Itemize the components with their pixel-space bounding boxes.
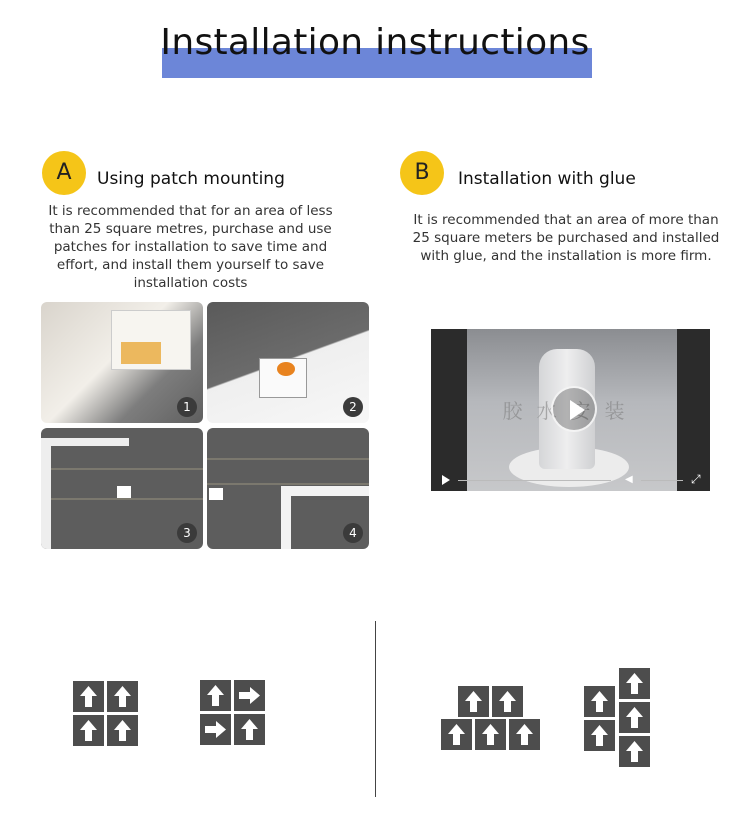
arrow-up-icon: [200, 680, 231, 711]
arrow-up-icon: [441, 719, 472, 750]
step-4-photo: [207, 428, 369, 549]
play-icon[interactable]: [442, 475, 450, 485]
arrow-right-icon: [200, 714, 231, 745]
section-a-title: Using patch mounting: [97, 169, 285, 189]
pattern-tile: [584, 686, 615, 717]
section-b-description: It is recommended that an area of more than 25 square meters be purchased and installed with glue, and the installation is more firm.: [412, 212, 720, 264]
pattern-tile: [234, 680, 265, 711]
volume-slider[interactable]: [641, 480, 683, 481]
step-number: 2: [343, 397, 363, 417]
arrow-up-icon: [73, 715, 104, 746]
arrow-up-icon: [107, 681, 138, 712]
volume-icon[interactable]: ◀: [625, 474, 633, 485]
patch-label: [121, 342, 161, 364]
arrow-up-icon: [73, 681, 104, 712]
arrow-up-icon: [584, 686, 615, 717]
pattern-tile: [458, 686, 489, 717]
arrow-up-icon: [509, 719, 540, 750]
arrow-up-icon: [234, 714, 265, 745]
pattern-tile: [584, 720, 615, 751]
arrow-right-icon: [234, 680, 265, 711]
section-b-title: Installation with glue: [458, 169, 636, 189]
pattern-tile: [200, 680, 231, 711]
pattern-tile: [492, 686, 523, 717]
arrow-up-icon: [619, 668, 650, 699]
pattern-tile: [107, 681, 138, 712]
video-seek-bar[interactable]: [458, 480, 611, 481]
step-2-photo: [207, 302, 369, 423]
pattern-tile: [509, 719, 540, 750]
patch-logo: [277, 362, 295, 376]
arrow-up-icon: [619, 702, 650, 733]
pattern-tile: [73, 715, 104, 746]
patch-sticker: [117, 486, 131, 498]
pattern-divider: [375, 621, 376, 797]
pattern-tile: [441, 719, 472, 750]
pattern-tile: [200, 714, 231, 745]
play-icon[interactable]: [551, 386, 597, 432]
pattern-tile: [107, 715, 138, 746]
patch-sticker: [209, 488, 223, 500]
step-number: 4: [343, 523, 363, 543]
section-b-badge: B: [400, 151, 444, 195]
fullscreen-icon[interactable]: ⤢: [691, 472, 701, 486]
step-number: 1: [177, 397, 197, 417]
step-3-photo: [41, 428, 203, 549]
arrow-up-icon: [584, 720, 615, 751]
section-a-description: It is recommended that for an area of less than 25 square metres, purchase and use patches for installation to save time and effort, and install them yourself to save installation costs: [48, 203, 333, 291]
arrow-up-icon: [492, 686, 523, 717]
pattern-tile: [73, 681, 104, 712]
arrow-up-icon: [107, 715, 138, 746]
arrow-up-icon: [619, 736, 650, 767]
page-title: Installation instructions: [160, 22, 590, 63]
section-a-badge: A: [42, 151, 86, 195]
arrow-up-icon: [458, 686, 489, 717]
glue-installation-video[interactable]: [431, 329, 710, 491]
video-overlay-text: 胶水安装: [502, 399, 639, 423]
pattern-tile: [475, 719, 506, 750]
arrow-up-icon: [475, 719, 506, 750]
step-number: 3: [177, 523, 197, 543]
pattern-tile: [619, 668, 650, 699]
step-1-photo: [41, 302, 203, 423]
pattern-tile: [619, 702, 650, 733]
pattern-tile: [234, 714, 265, 745]
pattern-tile: [619, 736, 650, 767]
